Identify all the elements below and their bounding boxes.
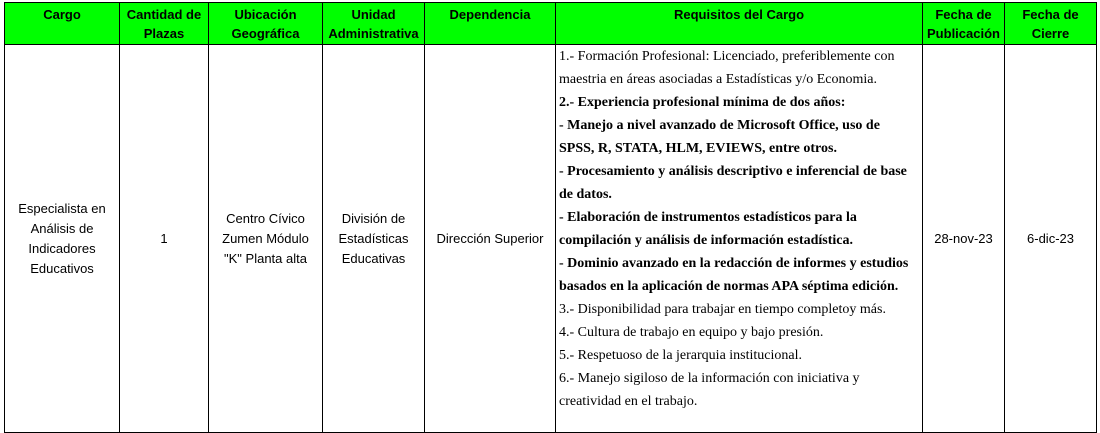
requisito-item: 1.- Formación Profesional: Licenciado, preferiblemente con maestria en áreas asociadas a Estadísticas y/o Economia. <box>559 49 895 87</box>
table-row <box>5 45 1097 433</box>
cell-cargo <box>5 45 120 433</box>
cell-fecha-publicacion <box>923 45 1005 433</box>
header-row <box>5 3 1097 45</box>
header-fecha-cierre: Fecha de Cierre <box>1005 3 1097 45</box>
ubicacion-value: Centro Cívico Zumen Módulo "K" Planta alta <box>222 210 309 266</box>
requisito-item: 5.- Respetuoso de la jerarquia institucional. <box>559 348 802 363</box>
requisito-item: - Dominio avanzado en la redacción de informes y estudios basados en la aplicación de normas APA séptima edición. <box>559 256 909 294</box>
requisitos-list <box>559 45 918 413</box>
fecha-cierre-value: 6-dic-23 <box>1027 230 1074 246</box>
header-requisitos: Requisitos del Cargo <box>556 3 923 45</box>
header-unidad-administrativa: Unidad Administrativa <box>323 3 425 45</box>
header-ubicacion-geografica: Ubicación Geográfica <box>209 3 323 45</box>
cell-ubicacion <box>209 45 323 433</box>
cantidad-value: 1 <box>160 230 168 246</box>
requisito-item: - Procesamiento y análisis descriptivo e inferencial de base de datos. <box>559 164 907 202</box>
header-fecha-publicacion: Fecha de Publicación <box>923 3 1005 45</box>
requisito-item: 6.- Manejo sigiloso de la información con iniciativa y creatividad en el trabajo. <box>559 371 860 409</box>
unidad-value: División de Estadísticas Educativas <box>338 210 409 266</box>
header-cargo: Cargo <box>5 3 120 45</box>
requisito-item: 2.- Experiencia profesional mínima de dos años: <box>559 95 846 110</box>
dependencia-value: Dirección Superior <box>436 230 544 246</box>
cargo-value: Especialista en Análisis de Indicadores Educativos <box>18 200 106 276</box>
cell-unidad <box>323 45 425 433</box>
cell-requisitos <box>556 45 923 433</box>
header-cantidad-plazas: Cantidad de Plazas <box>120 3 209 45</box>
fecha-publicacion-value: 28-nov-23 <box>934 230 993 246</box>
requisito-item: 3.- Disponibilidad para trabajar en tiempo completoy más. <box>559 302 886 317</box>
cell-fecha-cierre <box>1005 45 1097 433</box>
cell-dependencia <box>425 45 556 433</box>
cell-cantidad <box>120 45 209 433</box>
requisito-item: 4.- Cultura de trabajo en equipo y bajo presión. <box>559 325 824 340</box>
requisito-item: - Elaboración de instrumentos estadísticos para la compilación y análisis de información estadística. <box>559 210 857 248</box>
requisito-item: - Manejo a nivel avanzado de Microsoft Office, uso de SPSS, R, STATA, HLM, EVIEWS, entre otros. <box>559 118 880 156</box>
job-posting-table <box>4 2 1097 433</box>
header-dependencia: Dependencia <box>425 3 556 45</box>
